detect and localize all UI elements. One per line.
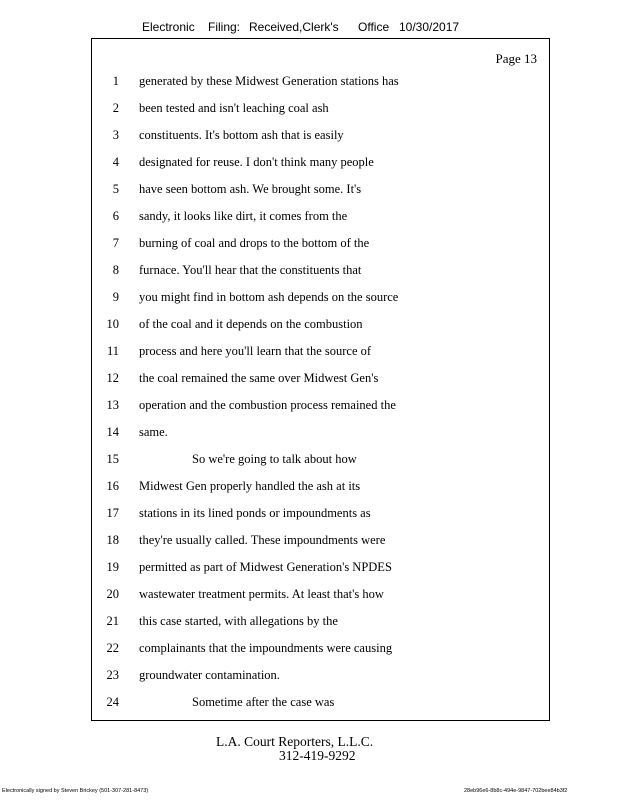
transcript-line: [92, 668, 549, 688]
line-text: sandy, it looks like dirt, it comes from the: [139, 209, 348, 223]
line-text: been tested and isn't leaching coal ash: [139, 101, 329, 115]
line-text: they're usually called. These impoundments were: [139, 533, 386, 547]
line-number: 12: [106, 371, 119, 385]
line-number: 21: [106, 614, 119, 628]
line-number: 15: [106, 452, 119, 466]
line-number: 6: [112, 209, 119, 223]
transcript-line: [92, 587, 549, 607]
line-text: wastewater treatment permits. At least that's how: [139, 587, 384, 601]
line-number: 4: [112, 155, 119, 169]
header-office: Office: [358, 20, 390, 34]
transcript-line: [92, 317, 549, 337]
line-number: 24: [106, 695, 119, 709]
transcript-line: [92, 263, 549, 283]
header-electronic: Electronic: [142, 20, 195, 34]
reporter-phone: 312-419-9292: [279, 748, 356, 763]
header-received: Received,Clerk's: [249, 20, 339, 34]
line-number: 23: [106, 668, 119, 682]
transcript-line: [92, 128, 549, 148]
line-number: 8: [112, 263, 119, 277]
transcript-line: [92, 506, 549, 526]
line-text: Midwest Gen properly handled the ash at its: [139, 479, 361, 493]
transcript-line: [92, 155, 549, 175]
transcript-page: [91, 38, 550, 721]
transcript-line: [92, 614, 549, 634]
transcript-line: [92, 236, 549, 256]
transcript-line: [92, 533, 549, 553]
transcript-line: [92, 695, 549, 715]
line-number: 7: [112, 236, 119, 250]
transcript-line: [92, 209, 549, 229]
transcript-line: [92, 425, 549, 445]
line-number: 5: [112, 182, 119, 196]
transcript-line: [92, 371, 549, 391]
line-text: groundwater contamination.: [139, 668, 280, 682]
transcript-line: [92, 398, 549, 418]
transcript-line: [92, 290, 549, 310]
line-number: 10: [106, 317, 119, 331]
header-filing: Filing:: [208, 20, 241, 34]
transcript-line: [92, 560, 549, 580]
line-number: 13: [106, 398, 119, 412]
line-text: generated by these Midwest Generation stations has: [139, 74, 399, 88]
line-number: 14: [106, 425, 119, 439]
transcript-line: [92, 74, 549, 94]
line-number: 22: [106, 641, 119, 655]
line-text: designated for reuse. I don't think many people: [139, 155, 374, 169]
signature-hash: 28eb96e6-8b8c-494e-9847-702bee84b3f2: [464, 788, 568, 794]
line-number: 16: [106, 479, 119, 493]
filing-stamp-header: [0, 20, 618, 38]
electronic-signature: Electronically signed by Steven Brickey (501-307-281-8473): [2, 788, 149, 794]
line-text: this case started, with allegations by the: [139, 614, 338, 628]
page-number: Page 13: [495, 51, 537, 66]
line-number: 11: [106, 344, 119, 358]
line-number: 3: [112, 128, 119, 142]
line-text: of the coal and it depends on the combustion: [139, 317, 363, 331]
transcript-line: [92, 452, 549, 472]
line-text: the coal remained the same over Midwest Gen's: [139, 371, 379, 385]
line-number: 19: [106, 560, 119, 574]
line-text: you might find in bottom ash depends on the source: [139, 290, 399, 304]
line-text: burning of coal and drops to the bottom of the: [139, 236, 370, 250]
reporter-company: L.A. Court Reporters, L.L.C.: [216, 734, 374, 749]
line-number: 9: [112, 290, 119, 304]
line-text: permitted as part of Midwest Generation's NPDES: [139, 560, 392, 574]
line-text: have seen bottom ash. We brought some. It's: [139, 182, 362, 196]
line-text: furnace. You'll hear that the constituents that: [139, 263, 362, 277]
line-text: stations in its lined ponds or impoundments as: [139, 506, 371, 520]
header-date: 10/30/2017: [399, 20, 460, 34]
line-number: 20: [106, 587, 119, 601]
line-number: 1: [112, 74, 119, 88]
line-text: constituents. It's bottom ash that is easily: [139, 128, 344, 142]
transcript-line: [92, 101, 549, 121]
line-number: 17: [106, 506, 119, 520]
line-number: 18: [106, 533, 119, 547]
line-number: 2: [112, 101, 119, 115]
transcript-line: [92, 344, 549, 364]
line-text: So we're going to talk about how: [192, 452, 357, 466]
transcript-line: [92, 641, 549, 661]
transcript-line: [92, 479, 549, 499]
line-text: Sometime after the case was: [192, 695, 335, 709]
line-text: same.: [139, 425, 168, 439]
line-text: process and here you'll learn that the source of: [139, 344, 372, 358]
line-text: complainants that the impoundments were causing: [139, 641, 393, 655]
transcript-line: [92, 182, 549, 202]
line-text: operation and the combustion process remained the: [139, 398, 396, 412]
